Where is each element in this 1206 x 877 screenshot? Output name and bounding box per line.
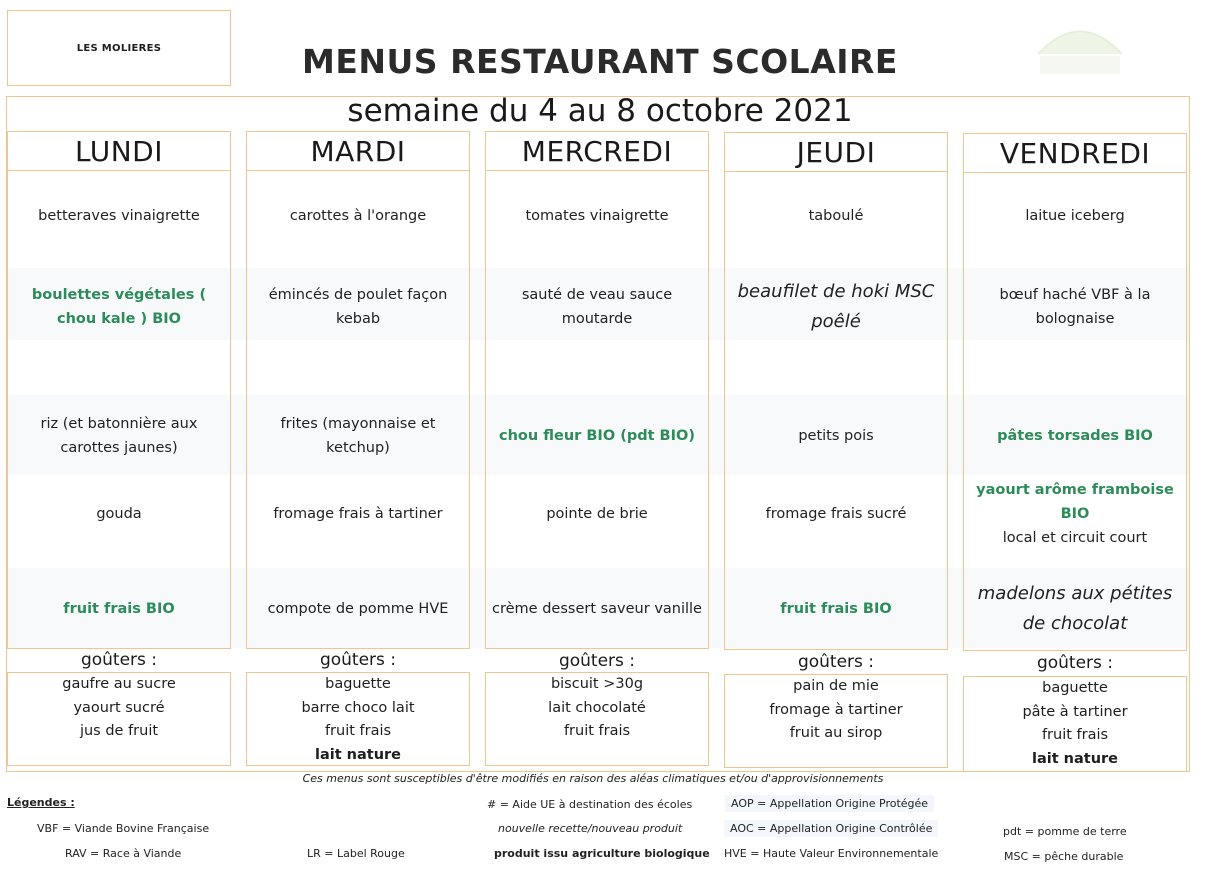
dish-text: boulettes végétales ( chou kale ) BIO: [31, 287, 207, 327]
gouter-item: biscuit >30g: [550, 676, 644, 692]
day-name: MERCREDI: [486, 132, 708, 171]
gouter-label: goûters :: [1036, 653, 1114, 673]
gouter-item: jus de fruit: [79, 723, 159, 739]
week-title: semaine du 4 au 8 octobre 2021: [347, 93, 853, 129]
dish-text: fromage frais à tartiner: [273, 506, 443, 522]
dish-text: yaourt arôme framboise BIO: [976, 482, 1174, 522]
day-name: JEUDI: [725, 133, 947, 172]
dish-4: [486, 488, 708, 540]
dish-1: [964, 194, 1186, 238]
dish-4: [725, 488, 947, 540]
dish-text: sauté de veau sauce moutarde: [521, 287, 673, 327]
dish-text: tomates vinaigrette: [525, 208, 669, 224]
dish-text: betteraves vinaigrette: [38, 208, 200, 224]
gouter-item: fruit au sirop: [789, 725, 883, 741]
dish-4: [247, 488, 469, 540]
legend-pdt: pdt = pomme de terre: [1003, 825, 1127, 838]
legend-vbf: VBF = Viande Bovine Française: [37, 822, 210, 835]
gouter-box: [246, 672, 470, 766]
gouter-item: fruit frais: [1041, 727, 1109, 743]
day-name: LUNDI: [8, 132, 230, 171]
dish-text: crème dessert saveur vanille: [492, 601, 702, 617]
dish-text: fromage frais sucré: [765, 506, 907, 522]
dish-text: pâtes torsades BIO: [997, 428, 1153, 444]
gouter-box: [963, 676, 1187, 772]
gouter-label: goûters :: [797, 652, 875, 672]
gouter-item: pâte à tartiner: [1022, 703, 1128, 720]
dish-text: madelons aux pétites de chocolat: [977, 583, 1173, 634]
day-column-vendredi: [963, 133, 1187, 651]
dish-1: [247, 194, 469, 238]
legend-lr: LR = Label Rouge: [307, 847, 405, 860]
gouter-item: lait nature: [314, 746, 402, 763]
dish-5: [486, 569, 708, 649]
gouter-item: fromage à tartiner: [769, 701, 903, 718]
legend-rav: RAV = Race à Viande: [65, 847, 182, 860]
legend-aide: # = Aide UE à destination des écoles: [487, 798, 693, 811]
dish-text: carottes à l'orange: [289, 208, 427, 224]
dish-text: beaufilet de hoki MSC poêlé: [737, 281, 935, 332]
legend-bio: produit issu agriculture biologique: [494, 847, 710, 860]
gouter-item: pain de mie: [793, 678, 879, 694]
gouter-box: [724, 674, 948, 768]
dish-2: [964, 271, 1186, 343]
day-name: MARDI: [247, 132, 469, 171]
dish-3: [725, 396, 947, 476]
day-column-jeudi: [724, 132, 948, 650]
dish-3: [247, 396, 469, 476]
dish-2: [486, 271, 708, 343]
gouter-item: yaourt sucré: [73, 699, 165, 716]
gouter-label: goûters :: [80, 650, 158, 670]
gouter-item: gaufre au sucre: [62, 676, 176, 692]
dish-1: [486, 194, 708, 238]
school-name-box: [7, 10, 231, 86]
gouter-item: barre choco lait: [301, 699, 415, 716]
dish-5: [8, 569, 230, 649]
gouter-item: lait nature: [1031, 750, 1119, 767]
gouter-label: goûters :: [319, 650, 397, 670]
dish-text: émincés de poulet façon kebab: [268, 287, 448, 327]
legend-title: Légendes :: [7, 796, 75, 809]
legend-aop: AOP = Appellation Origine Protégée: [725, 795, 934, 812]
dish-text: bœuf haché VBF à la bolognaise: [999, 287, 1151, 327]
page-title: MENUS RESTAURANT SCOLAIRE: [302, 42, 898, 81]
dish-extra-text: local et circuit court: [1002, 530, 1148, 546]
school-name: LES MOLIERES: [76, 42, 162, 54]
dish-3: [486, 396, 708, 476]
gouter-label: goûters :: [558, 651, 636, 671]
logo-icon: [1020, 14, 1140, 84]
legend-hve: HVE = Haute Valeur Environnementale: [724, 847, 939, 860]
dish-5: [725, 569, 947, 649]
dish-1: [8, 194, 230, 238]
day-column-mercredi: [485, 131, 709, 649]
dish-text: fruit frais BIO: [63, 601, 175, 617]
day-column-mardi: [246, 131, 470, 649]
gouter-item: fruit frais: [563, 723, 631, 739]
dish-3: [8, 396, 230, 476]
dish-2: [247, 271, 469, 343]
dish-text: taboulé: [808, 208, 864, 224]
legend-nouvelle: nouvelle recette/nouveau produit: [498, 822, 683, 835]
dish-text: petits pois: [798, 428, 874, 444]
dish-text: gouda: [96, 506, 142, 522]
dish-text: compote de pomme HVE: [267, 601, 449, 617]
gouter-item: lait chocolaté: [548, 699, 646, 716]
dish-2: [8, 271, 230, 343]
gouter-box: [485, 672, 709, 766]
gouter-box: [7, 672, 231, 766]
legend-aoc: AOC = Appellation Origine Contrôlée: [724, 820, 938, 837]
dish-4: [964, 482, 1186, 546]
dish-text: frites (mayonnaise et ketchup): [280, 416, 436, 456]
dish-2: [725, 271, 947, 343]
dish-text: pointe de brie: [546, 506, 648, 522]
day-name: VENDREDI: [964, 134, 1186, 173]
dish-text: riz (et batonnière aux carottes jaunes): [40, 416, 198, 456]
dish-text: fruit frais BIO: [780, 601, 892, 617]
gouter-item: baguette: [325, 676, 391, 692]
dish-3: [964, 396, 1186, 476]
gouter-item: fruit frais: [324, 723, 392, 739]
gouter-item: baguette: [1042, 680, 1108, 696]
dish-text: laitue iceberg: [1025, 208, 1125, 224]
legend-msc: MSC = pêche durable: [1004, 850, 1124, 863]
dish-5: [964, 569, 1186, 649]
dish-1: [725, 194, 947, 238]
day-column-lundi: [7, 131, 231, 649]
dish-4: [8, 488, 230, 540]
disclaimer-note: Ces menus sont susceptibles d'être modifiés en raison des aléas climatiques et/ou d'approvisionnements: [302, 772, 884, 785]
dish-5: [247, 569, 469, 649]
dish-text: chou fleur BIO (pdt BIO): [499, 428, 695, 444]
